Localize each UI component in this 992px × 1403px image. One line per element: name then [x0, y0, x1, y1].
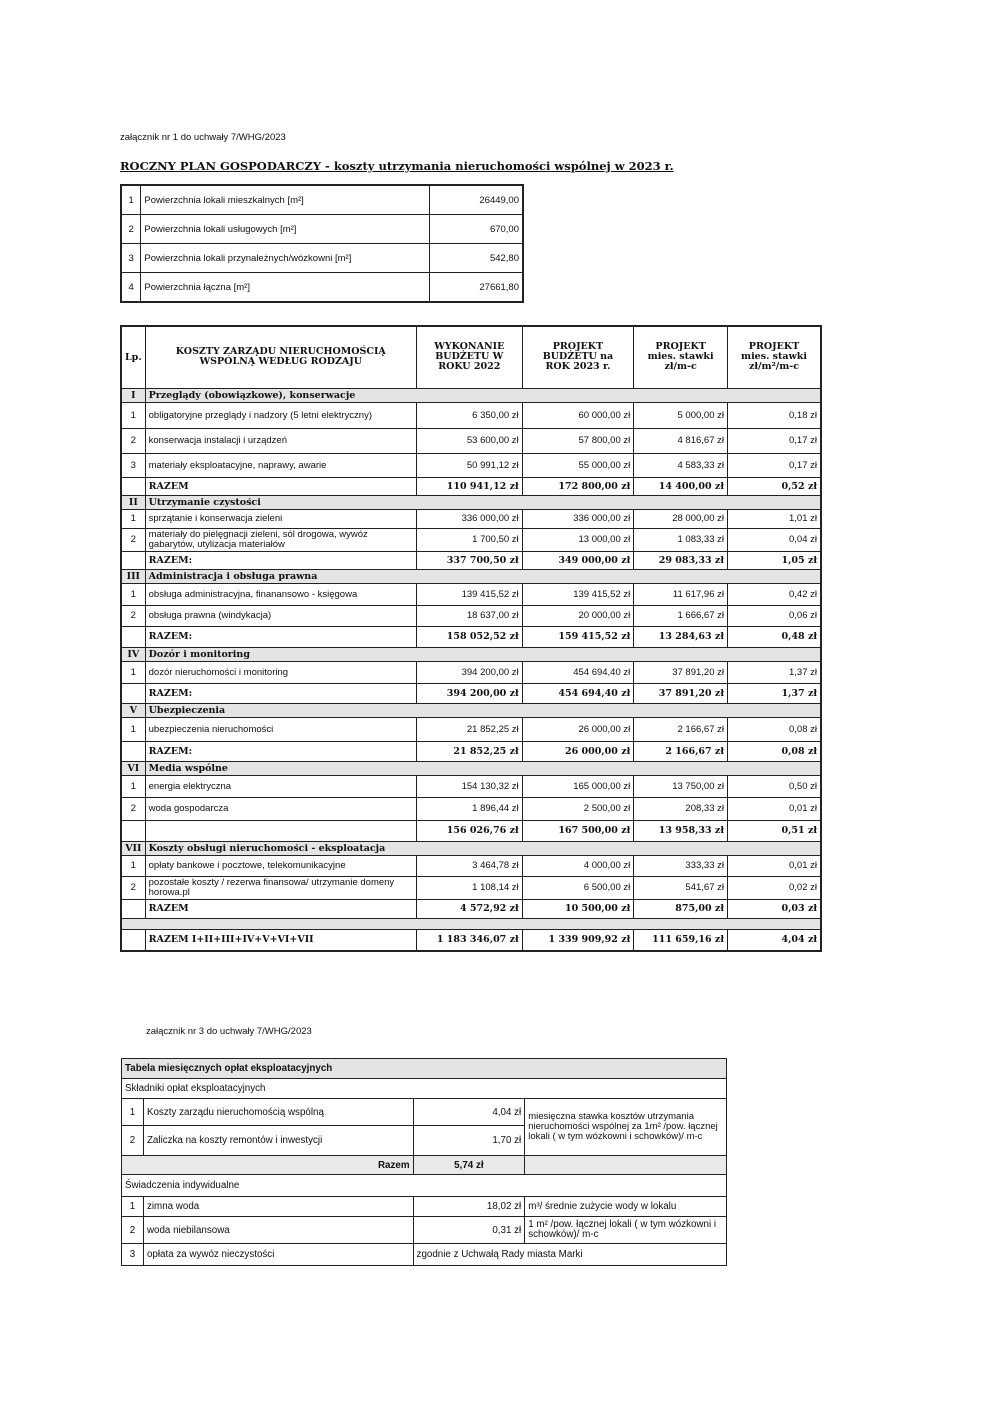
total-project: 172 800,00 zł: [522, 477, 634, 495]
total-label: RAZEM: [145, 899, 416, 918]
area-label: Powierzchnia lokali mieszkalnych [m²]: [141, 185, 430, 215]
row-execution: 1 108,14 zł: [416, 876, 522, 899]
row-no: 1: [121, 855, 145, 876]
row-no: 1: [121, 661, 145, 683]
individual-no: 3: [122, 1244, 144, 1266]
row-label: sprzątanie i konserwacja zieleni: [145, 509, 416, 528]
row-monthly-m2: 0,08 zł: [727, 717, 821, 741]
section-total-row: [121, 626, 821, 647]
component-label: Koszty zarządu nieruchomością wspólną: [143, 1099, 413, 1126]
row-no: 1: [121, 509, 145, 528]
row-project: 2 500,00 zł: [522, 797, 634, 820]
row-execution: 154 130,32 zł: [416, 775, 522, 797]
row-monthly-m2: 1,37 zł: [727, 661, 821, 683]
grand-total-project: 1 339 909,92 zł: [522, 929, 634, 951]
row-label: materiały eksploatacyjne, naprawy, awarie: [145, 453, 416, 477]
row-monthly: 1 666,67 zł: [634, 605, 728, 626]
section-title: Administracja i obsługa prawna: [145, 569, 821, 583]
header-project-2023: PROJEKT BUDŻETU na ROK 2023 r.: [522, 326, 634, 388]
budget-row: [121, 775, 821, 797]
components-note: miesięczna stawka kosztów utrzymania nieruchomości wspólnej za 1m² /pow. łącznej lokali ( w tym wózkowni i schowków)/ m-c: [525, 1099, 727, 1156]
total-project: 167 500,00 zł: [522, 820, 634, 841]
section-roman: IV: [121, 647, 145, 661]
individual-row: [122, 1217, 727, 1244]
spacer-row: [121, 918, 821, 929]
row-label: konserwacja instalacji i urządzeń: [145, 428, 416, 453]
total-monthly: 37 891,20 zł: [634, 683, 728, 703]
razem-empty-cell: [525, 1156, 727, 1175]
section-header: [121, 388, 821, 402]
section-total-row: [121, 551, 821, 569]
row-monthly: 37 891,20 zł: [634, 661, 728, 683]
grand-total-row: [121, 929, 821, 951]
attachment-3-label: załącznik nr 3 do uchwały 7/WHG/2023: [146, 1026, 312, 1037]
total-label: RAZEM: [145, 477, 416, 495]
component-no: 2: [122, 1126, 144, 1156]
row-monthly-m2: 1,01 zł: [727, 509, 821, 528]
budget-header-row: [121, 326, 821, 388]
row-project: 60 000,00 zł: [522, 402, 634, 428]
row-label: energia elektryczna: [145, 775, 416, 797]
row-label: woda gospodarcza: [145, 797, 416, 820]
row-monthly: 1 083,33 zł: [634, 528, 728, 551]
total-label: RAZEM:: [145, 741, 416, 761]
total-monthly-m2: 0,52 zł: [727, 477, 821, 495]
total-project: 454 694,40 zł: [522, 683, 634, 703]
row-label: materiały do pielęgnacji zieleni, sól drogowa, wywóz gabarytów, utylizacja materiałów: [145, 528, 416, 551]
row-project: 26 000,00 zł: [522, 717, 634, 741]
total-monthly-m2: 0,08 zł: [727, 741, 821, 761]
budget-row: [121, 402, 821, 428]
individual-header: Świadczenia indywidualne: [122, 1175, 727, 1197]
individual-no: 2: [122, 1217, 144, 1244]
section-title: Media wspólne: [145, 761, 821, 775]
section-total-row: [121, 477, 821, 495]
individual-row: [122, 1244, 727, 1266]
budget-row: [121, 855, 821, 876]
row-project: 165 000,00 zł: [522, 775, 634, 797]
row-no: 2: [121, 876, 145, 899]
total-label: RAZEM:: [145, 683, 416, 703]
budget-row: [121, 528, 821, 551]
row-execution: 336 000,00 zł: [416, 509, 522, 528]
total-monthly: 13 284,63 zł: [634, 626, 728, 647]
budget-row: [121, 717, 821, 741]
section-total-row: [121, 683, 821, 703]
row-monthly: 541,67 zł: [634, 876, 728, 899]
budget-row: [121, 797, 821, 820]
total-monthly-m2: 0,51 zł: [727, 820, 821, 841]
area-value: 542,80: [430, 244, 523, 273]
budget-row: [121, 428, 821, 453]
individual-label: woda niebilansowa: [143, 1217, 413, 1244]
grand-total-execution: 1 183 346,07 zł: [416, 929, 522, 951]
total-monthly: 875,00 zł: [634, 899, 728, 918]
row-project: 57 800,00 zł: [522, 428, 634, 453]
page-title: ROCZNY PLAN GOSPODARCZY - koszty utrzymania nieruchomości wspólnej w 2023 r.: [120, 159, 674, 173]
row-no: 2: [121, 428, 145, 453]
area-row: [121, 244, 523, 273]
row-monthly: 4 816,67 zł: [634, 428, 728, 453]
fees-table: [121, 1058, 727, 1266]
row-monthly-m2: 0,17 zł: [727, 428, 821, 453]
budget-row: [121, 605, 821, 626]
total-execution: 110 941,12 zł: [416, 477, 522, 495]
row-execution: 18 637,00 zł: [416, 605, 522, 626]
row-no: 1: [121, 775, 145, 797]
total-monthly-m2: 0,48 zł: [727, 626, 821, 647]
budget-table: [120, 325, 822, 952]
section-roman: V: [121, 703, 145, 717]
section-header: [121, 841, 821, 855]
row-monthly: 208,33 zł: [634, 797, 728, 820]
row-label: obsługa prawna (windykacja): [145, 605, 416, 626]
total-execution: 156 026,76 zł: [416, 820, 522, 841]
section-roman: II: [121, 495, 145, 509]
row-execution: 1 700,50 zł: [416, 528, 522, 551]
individual-no: 1: [122, 1197, 144, 1217]
area-no: 2: [121, 215, 141, 244]
header-execution-2022: WYKONANIE BUDŻETU W ROKU 2022: [416, 326, 522, 388]
component-row: [122, 1099, 727, 1126]
row-monthly-m2: 0,17 zł: [727, 453, 821, 477]
area-table: [120, 184, 524, 303]
total-project: 159 415,52 zł: [522, 626, 634, 647]
section-title: Przeglądy (obowiązkowe), konserwacje: [145, 388, 821, 402]
header-monthly-rate: PROJEKT mies. stawki zł/m-c: [634, 326, 728, 388]
row-monthly-m2: 0,01 zł: [727, 855, 821, 876]
grand-total-label: RAZEM I+II+III+IV+V+VI+VII: [145, 929, 416, 951]
total-execution: 337 700,50 zł: [416, 551, 522, 569]
total-monthly: 14 400,00 zł: [634, 477, 728, 495]
row-project: 336 000,00 zł: [522, 509, 634, 528]
row-label: obligatoryjne przeglądy i nadzory (5 letni elektryczny): [145, 402, 416, 428]
area-row: [121, 185, 523, 215]
row-monthly-m2: 0,50 zł: [727, 775, 821, 797]
total-monthly: 29 083,33 zł: [634, 551, 728, 569]
section-roman: III: [121, 569, 145, 583]
row-execution: 53 600,00 zł: [416, 428, 522, 453]
row-label: obsługa administracyjna, finanansowo - księgowa: [145, 583, 416, 605]
row-project: 454 694,40 zł: [522, 661, 634, 683]
total-execution: 394 200,00 zł: [416, 683, 522, 703]
individual-note: zgodnie z Uchwałą Rady miasta Marki: [413, 1244, 726, 1266]
row-project: 13 000,00 zł: [522, 528, 634, 551]
section-title: Koszty obsługi nieruchomości - eksploatacja: [145, 841, 821, 855]
row-project: 6 500,00 zł: [522, 876, 634, 899]
header-lp: Lp.: [121, 326, 145, 388]
row-monthly-m2: 0,42 zł: [727, 583, 821, 605]
section-roman: I: [121, 388, 145, 402]
row-execution: 139 415,52 zł: [416, 583, 522, 605]
section-roman: VII: [121, 841, 145, 855]
total-project: 349 000,00 zł: [522, 551, 634, 569]
header-monthly-rate-m2: PROJEKT mies. stawki zł/m²/m-c: [727, 326, 821, 388]
row-monthly: 333,33 zł: [634, 855, 728, 876]
area-no: 3: [121, 244, 141, 273]
section-total-row: [121, 820, 821, 841]
section-total-row: [121, 741, 821, 761]
area-label: Powierzchnia lokali przynależnych/wózkowni [m²]: [141, 244, 430, 273]
area-label: Powierzchnia lokali usługowych [m²]: [141, 215, 430, 244]
razem-label: Razem: [122, 1156, 414, 1175]
area-value: 670,00: [430, 215, 523, 244]
individual-value: 18,02 zł: [413, 1197, 525, 1217]
individual-value: 0,31 zł: [413, 1217, 525, 1244]
component-no: 1: [122, 1099, 144, 1126]
row-monthly-m2: 0,02 zł: [727, 876, 821, 899]
area-no: 4: [121, 273, 141, 303]
component-value: 1,70 zł: [413, 1126, 525, 1156]
row-no: 1: [121, 717, 145, 741]
row-label: pozostałe koszty / rezerwa finansowa/ utrzymanie domeny horowa.pl: [145, 876, 416, 899]
section-header: [121, 761, 821, 775]
row-execution: 1 896,44 zł: [416, 797, 522, 820]
row-no: 2: [121, 528, 145, 551]
budget-row: [121, 876, 821, 899]
individual-label: opłata za wywóz nieczystości: [143, 1244, 413, 1266]
total-monthly-m2: 1,05 zł: [727, 551, 821, 569]
row-execution: 3 464,78 zł: [416, 855, 522, 876]
section-header: [121, 569, 821, 583]
area-no: 1: [121, 185, 141, 215]
budget-row: [121, 509, 821, 528]
individual-note: 1 m² /pow. łącznej lokali ( w tym wózkowni i schowków)/ m-c: [525, 1217, 727, 1244]
individual-header-row: [122, 1175, 727, 1197]
individual-label: zimna woda: [143, 1197, 413, 1217]
components-header: Składniki opłat eksploatacyjnych: [122, 1079, 727, 1099]
total-monthly: 2 166,67 zł: [634, 741, 728, 761]
row-execution: 6 350,00 zł: [416, 402, 522, 428]
budget-row: [121, 661, 821, 683]
total-label: [145, 820, 416, 841]
row-project: 4 000,00 zł: [522, 855, 634, 876]
row-execution: 394 200,00 zł: [416, 661, 522, 683]
row-monthly: 2 166,67 zł: [634, 717, 728, 741]
section-title: Utrzymanie czystości: [145, 495, 821, 509]
total-label: RAZEM:: [145, 551, 416, 569]
section-title: Ubezpieczenia: [145, 703, 821, 717]
section-header: [121, 647, 821, 661]
row-monthly-m2: 0,18 zł: [727, 402, 821, 428]
total-monthly-m2: 0,03 zł: [727, 899, 821, 918]
individual-row: [122, 1197, 727, 1217]
razem-value: 5,74 zł: [413, 1156, 525, 1175]
row-monthly: 5 000,00 zł: [634, 402, 728, 428]
row-label: ubezpieczenia nieruchomości: [145, 717, 416, 741]
attachment-1-label: załącznik nr 1 do uchwały 7/WHG/2023: [120, 132, 286, 143]
component-label: Zaliczka na koszty remontów i inwestycji: [143, 1126, 413, 1156]
components-header-row: [122, 1079, 727, 1099]
total-execution: 4 572,92 zł: [416, 899, 522, 918]
total-project: 26 000,00 zł: [522, 741, 634, 761]
row-monthly: 11 617,96 zł: [634, 583, 728, 605]
fees-title-row: [122, 1059, 727, 1079]
section-roman: VI: [121, 761, 145, 775]
area-value: 26449,00: [430, 185, 523, 215]
total-execution: 158 052,52 zł: [416, 626, 522, 647]
row-monthly: 4 583,33 zł: [634, 453, 728, 477]
row-no: 1: [121, 402, 145, 428]
fees-title: Tabela miesięcznych opłat eksploatacyjnych: [122, 1059, 727, 1079]
row-monthly-m2: 0,06 zł: [727, 605, 821, 626]
row-label: opłaty bankowe i pocztowe, telekomunikacyjne: [145, 855, 416, 876]
individual-note: m³/ średnie zużycie wody w lokalu: [525, 1197, 727, 1217]
row-project: 20 000,00 zł: [522, 605, 634, 626]
section-title: Dozór i monitoring: [145, 647, 821, 661]
area-value: 27661,80: [430, 273, 523, 303]
row-project: 55 000,00 zł: [522, 453, 634, 477]
row-label: dozór nieruchomości i monitoring: [145, 661, 416, 683]
row-monthly-m2: 0,01 zł: [727, 797, 821, 820]
area-row: [121, 215, 523, 244]
grand-total-monthly-m2: 4,04 zł: [727, 929, 821, 951]
section-header: [121, 703, 821, 717]
row-monthly: 28 000,00 zł: [634, 509, 728, 528]
row-no: 2: [121, 797, 145, 820]
area-row: [121, 273, 523, 303]
section-total-row: [121, 899, 821, 918]
row-monthly: 13 750,00 zł: [634, 775, 728, 797]
header-cost-type: KOSZTY ZARZĄDU NIERUCHOMOŚCIĄ WSPÓLNĄ WEDŁUG RODZAJU: [145, 326, 416, 388]
row-monthly-m2: 0,04 zł: [727, 528, 821, 551]
row-project: 139 415,52 zł: [522, 583, 634, 605]
row-no: 2: [121, 605, 145, 626]
area-label: Powierzchnia łączna [m²]: [141, 273, 430, 303]
component-value: 4,04 zł: [413, 1099, 525, 1126]
row-execution: 21 852,25 zł: [416, 717, 522, 741]
row-no: 3: [121, 453, 145, 477]
budget-row: [121, 583, 821, 605]
total-project: 10 500,00 zł: [522, 899, 634, 918]
budget-row: [121, 453, 821, 477]
total-execution: 21 852,25 zł: [416, 741, 522, 761]
components-total-row: [122, 1156, 727, 1175]
row-execution: 50 991,12 zł: [416, 453, 522, 477]
total-monthly-m2: 1,37 zł: [727, 683, 821, 703]
grand-total-monthly: 111 659,16 zł: [634, 929, 728, 951]
total-monthly: 13 958,33 zł: [634, 820, 728, 841]
total-label: RAZEM:: [145, 626, 416, 647]
section-header: [121, 495, 821, 509]
row-no: 1: [121, 583, 145, 605]
